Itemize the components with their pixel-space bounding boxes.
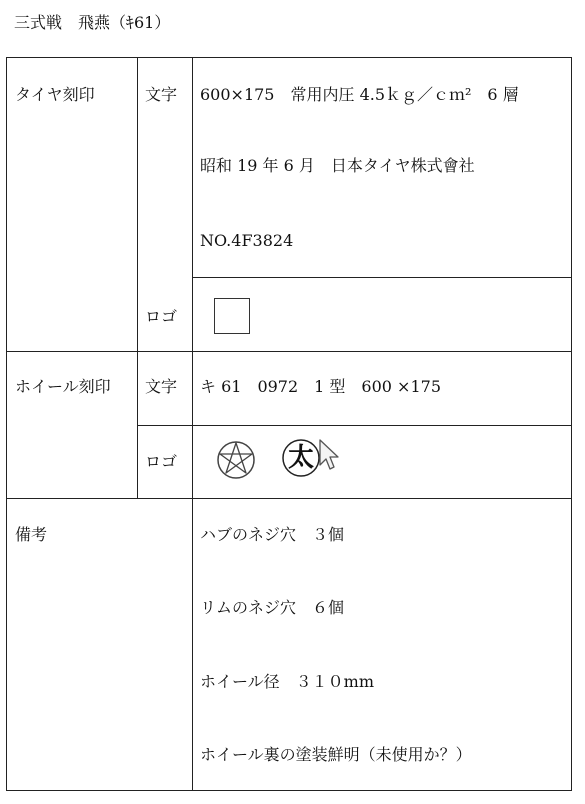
- tire-text-label: 文字: [145, 85, 178, 104]
- square-outline-icon: [214, 298, 250, 334]
- remarks-line-4: ホイール裏の塗装鮮明（未使用か？）: [200, 745, 472, 764]
- tire-header: タイヤ刻印: [15, 85, 95, 104]
- row-divider: [7, 351, 572, 352]
- row-divider: [192, 277, 572, 278]
- col-divider: [192, 58, 193, 791]
- page-title: 三式戦 飛燕（ｷ61）: [14, 13, 171, 32]
- tire-line-2: 昭和 19 年 6 月 日本タイヤ株式會社: [200, 156, 475, 175]
- tire-line-3: NO.4F3824: [200, 231, 294, 250]
- wheel-text-label: 文字: [145, 377, 178, 396]
- mouse-pointer-icon: [318, 438, 344, 474]
- pentagram-circle-icon: [216, 440, 256, 480]
- circle-character-glyph: 太: [287, 443, 314, 473]
- row-divider: [7, 498, 572, 499]
- remarks-line-2: リムのネジ穴 ６個: [200, 598, 345, 617]
- tire-line-1: 600×175 常用内圧 4.5ｋｇ／ｃｍ² 6 層: [200, 85, 519, 104]
- col-divider: [137, 58, 138, 498]
- circle-character-icon: [281, 438, 321, 478]
- wheel-logo-label: ロゴ: [145, 452, 178, 471]
- remarks-header: 備考: [15, 525, 48, 544]
- remarks-line-1: ハブのネジ穴 ３個: [200, 525, 345, 544]
- row-divider: [137, 425, 572, 426]
- tire-logo-label: ロゴ: [145, 307, 178, 326]
- remarks-line-3: ホイール径 ３１０mm: [200, 672, 375, 691]
- wheel-header: ホイール刻印: [15, 377, 111, 396]
- spec-table: [6, 57, 572, 791]
- wheel-line: キ 61 0972 1 型 600 ×175: [200, 377, 442, 396]
